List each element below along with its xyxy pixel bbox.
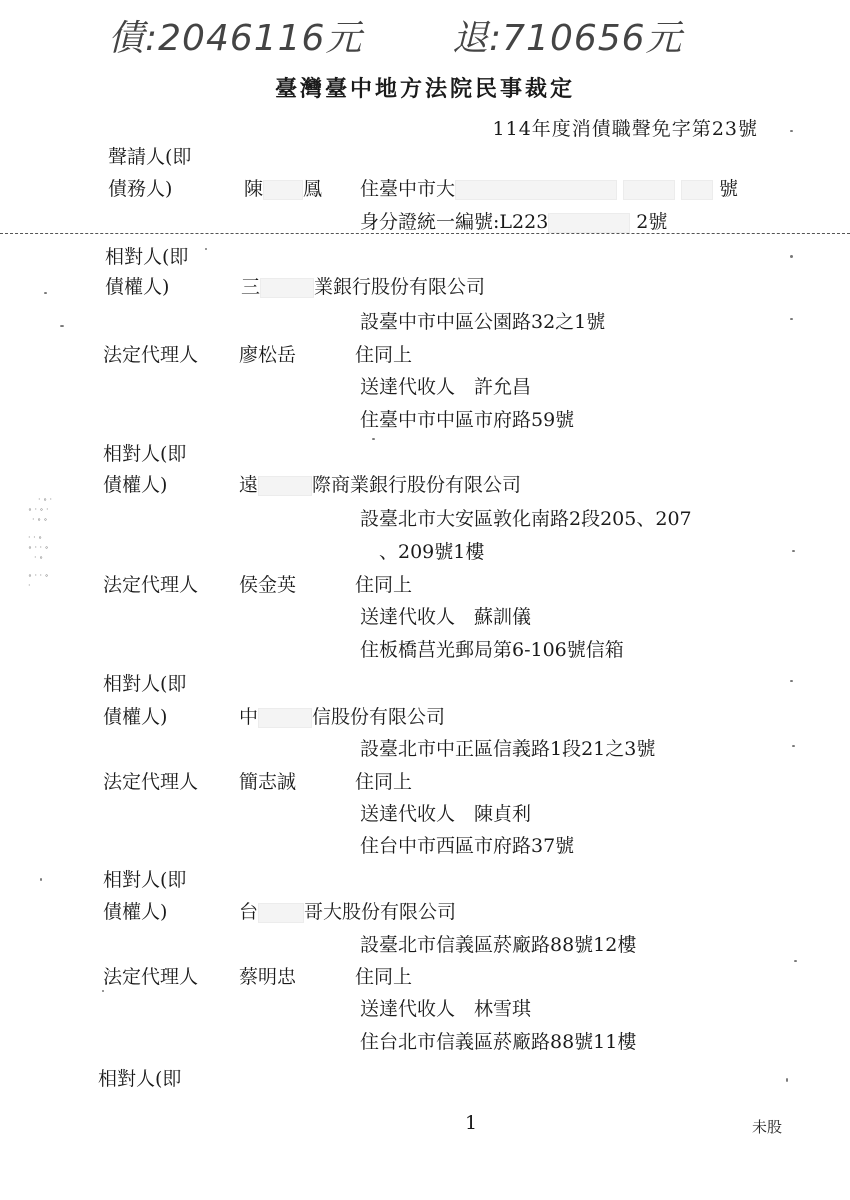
party-address: 送達代收人 許允昌: [360, 376, 532, 398]
party-row: [0, 240, 850, 274]
party-name: 台 哥大股份有限公司: [239, 901, 457, 923]
handwritten-refund-note: 退:710656元: [452, 18, 683, 59]
scan-speck: [372, 438, 375, 440]
scan-speck: [790, 318, 793, 320]
party-address: 送達代收人 蘇訓儀: [360, 606, 532, 628]
redaction-box: [455, 180, 617, 200]
redaction-box: [263, 180, 303, 200]
party-name: 三 業銀行股份有限公司: [241, 276, 486, 298]
party-name: 廖松岳: [239, 344, 297, 366]
redaction-box: [548, 213, 630, 233]
redaction-box: [258, 903, 304, 923]
party-name: 侯金英: [239, 574, 297, 596]
party-role-label: 相對人(即: [103, 673, 187, 695]
party-address: 送達代收人 陳貞利: [360, 803, 532, 825]
redaction-box: [260, 278, 314, 298]
party-role-label: 債權人): [103, 706, 168, 728]
scan-speck: [792, 745, 795, 747]
scan-speck: [794, 960, 797, 962]
party-address: 住臺中市大 號: [360, 178, 739, 200]
party-role-label: 債權人): [103, 474, 168, 496]
party-row: [0, 270, 850, 304]
party-row: [0, 305, 850, 339]
party-row: [0, 403, 850, 437]
party-role-label: 法定代理人: [103, 574, 199, 596]
redaction-box: [258, 476, 312, 496]
scan-speck: [790, 255, 793, 258]
scan-speck: [40, 878, 42, 881]
scan-speck: [60, 325, 64, 327]
party-row: [0, 765, 850, 799]
party-role-label: 相對人(即: [98, 1068, 182, 1090]
case-number: 114年度消債職聲免字第23號: [492, 118, 758, 140]
margin-stamp-marks: · ∘ · ∘ · ∘ · · ∘ ∘ · · ∘ ∘ · · ∘ · ∘ ∘ · · ∘ ·: [28, 495, 53, 590]
scan-speck: [44, 292, 47, 294]
party-row: [0, 600, 850, 634]
document-title: 臺灣臺中地方法院民事裁定: [274, 76, 575, 102]
party-row: [0, 1062, 850, 1096]
party-row: [0, 829, 850, 863]
party-row: [0, 732, 850, 766]
party-name: 陳 鳳: [244, 178, 323, 200]
party-row: [0, 338, 850, 372]
party-address: 住同上: [355, 574, 413, 596]
handwritten-debt-note: 債:2046116元: [108, 18, 363, 59]
party-address: 住台北市信義區菸廠路88號11樓: [360, 1031, 637, 1053]
party-row: [0, 863, 850, 897]
party-address: 住板橋莒光郵局第6-106號信箱: [360, 639, 624, 661]
party-row: [0, 502, 850, 536]
party-row: [0, 437, 850, 471]
party-row: [0, 992, 850, 1026]
page-number: 1: [465, 1112, 478, 1134]
party-address: 設臺北市中正區信義路1段21之3號: [360, 738, 656, 760]
party-address: 送達代收人 林雪琪: [360, 998, 532, 1020]
party-row: [0, 370, 850, 404]
footer-mark: 未股: [752, 1118, 783, 1136]
scan-speck: [786, 1078, 788, 1082]
party-name: 蔡明忠: [239, 966, 297, 988]
party-address: 住同上: [355, 344, 413, 366]
party-address: 設臺中市中區公園路32之1號: [360, 311, 606, 333]
redaction-box: [258, 708, 312, 728]
party-row: [0, 928, 850, 962]
party-role-label: 相對人(即: [103, 443, 187, 465]
party-name: 中 信股份有限公司: [239, 706, 446, 728]
party-row: [0, 468, 850, 502]
scan-speck: [790, 130, 793, 132]
party-row: [0, 667, 850, 701]
party-row: [0, 700, 850, 734]
party-role-label: 相對人(即: [103, 869, 187, 891]
party-role-label: 相對人(即: [105, 246, 189, 268]
party-role-label: 法定代理人: [103, 771, 199, 793]
redaction-box: [681, 180, 713, 200]
scan-speck: [205, 248, 207, 250]
scan-speck: [792, 550, 795, 552]
party-role-label: 債權人): [105, 276, 170, 298]
party-row: [0, 1025, 850, 1059]
party-row: [0, 960, 850, 994]
party-row: [0, 535, 850, 569]
party-row: [0, 633, 850, 667]
party-row: [0, 172, 850, 206]
party-row: [0, 797, 850, 831]
party-role-label: 法定代理人: [103, 344, 199, 366]
party-address: 設臺北市大安區敦化南路2段205、207: [360, 508, 692, 530]
party-row: [0, 568, 850, 602]
party-address: 住臺中市中區市府路59號: [360, 409, 575, 431]
party-name: 遠 際商業銀行股份有限公司: [239, 474, 522, 496]
party-row: [0, 140, 850, 174]
party-address: 住台中市西區市府路37號: [360, 835, 575, 857]
party-role-label: 債務人): [108, 178, 173, 200]
party-address: 身分證統一編號:L223 2號: [360, 211, 668, 233]
party-address: 住同上: [355, 966, 413, 988]
party-address: 設臺北市信義區菸廠路88號12樓: [360, 934, 637, 956]
party-role-label: 法定代理人: [103, 966, 199, 988]
scan-speck: [790, 680, 793, 682]
party-address: 住同上: [355, 771, 413, 793]
party-address: 、209號1樓: [360, 541, 485, 563]
party-row: [0, 895, 850, 929]
party-row: [0, 205, 850, 239]
party-role-label: 聲請人(即: [108, 146, 192, 168]
scan-speck: [102, 990, 104, 992]
party-name: 簡志誠: [239, 771, 297, 793]
party-role-label: 債權人): [103, 901, 168, 923]
redaction-box: [623, 180, 675, 200]
